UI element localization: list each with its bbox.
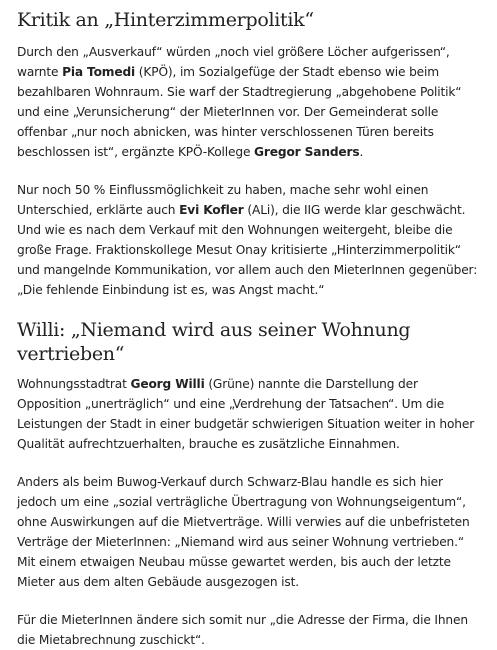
paragraph-text: Durch den „Ausverkauf“ würden „noch viel größere Löcher aufgerissen“, warnte (17, 45, 450, 79)
paragraph-tenants: Für die MieterInnen ändere sich somit nur „die Adresse der Firma, die Ihnen die Mietabrechnung zuschickt“. (17, 613, 468, 647)
paragraph-willi (17, 374, 485, 454)
paragraph-text: (KPÖ), im Sozialgefüge der Stadt ebenso wie beim bezahlbaren Wohnraum. Sie warf der Stadtregierung „abgehobene Politik“ und eine „Verunsicherung“ der MieterInnen vor. Der Gemeinderat solle offenbar „nur noch abnicken, was hinter verschlossenen Türen bereits beschlossen ist“, ergänzte KPÖ-Kollege (17, 65, 462, 159)
paragraph-text: . (359, 145, 364, 159)
person-name-gregor-sanders: Gregor Sanders (254, 145, 360, 159)
paragraph-text: Wohnungsstadtrat (17, 377, 131, 391)
paragraph-text: (ALi), die IIG werde klar geschwächt. Und wie es nach dem Verkauf mit den Wohnungen weitergeht, bleibe die große Frage. Fraktionskollege Mesut Onay kritisierte „Hinterzimmerpolitik“ und mangelnde Kommunikation, vor allem auch den MieterInnen gegenüber: „Die fehlende Einbindung ist es, was Angst macht.“ (17, 203, 478, 297)
section-heading-criticism: Kritik an „Hinterzimmerpolitik“ (17, 9, 314, 31)
person-name-georg-willi: Georg Willi (130, 377, 205, 391)
paragraph-kofler (17, 180, 485, 300)
section-heading-willi: Willi: „Niemand wird aus seiner Wohnung vertrieben“ (17, 319, 411, 365)
person-name-evi-kofler: Evi Kofler (179, 203, 244, 217)
paragraph-text: (Grüne) nannte die Darstellung der Opposition „unerträglich“ und eine „Verdrehung der Tatsachen“. Um die Leistungen der Stadt in einer budgetär schwierigen Situation weiter in hoher Qualität aufrechtzuerhalten, brauche es zusätzliche Einnahmen. (17, 377, 475, 451)
person-name-pia-tomedi: Pia Tomedi (62, 65, 136, 79)
paragraph-buwog: Anders als beim Buwog-Verkauf durch Schwarz-Blau handle es sich hier jedoch um eine „sozial verträgliche Übertragung von Wohnungseigentum“, ohne Auswirkungen auf die Mietverträge. Willi verwies auf die unbefristeten Verträge der MieterInnen: „Niemand wird aus seiner Wohnung vertrieben.“ Mit einem etwaigen Neubau müsse gewartet werden, bis auch der letzte Mieter aus dem alten Gebäude ausgezogen ist. (17, 475, 470, 589)
paragraph-text: Nur noch 50 % Einflussmöglichkeit zu haben, mache sehr wohl einen Unterschied, erklärte auch (17, 183, 429, 217)
paragraph-tomedi (17, 42, 485, 162)
